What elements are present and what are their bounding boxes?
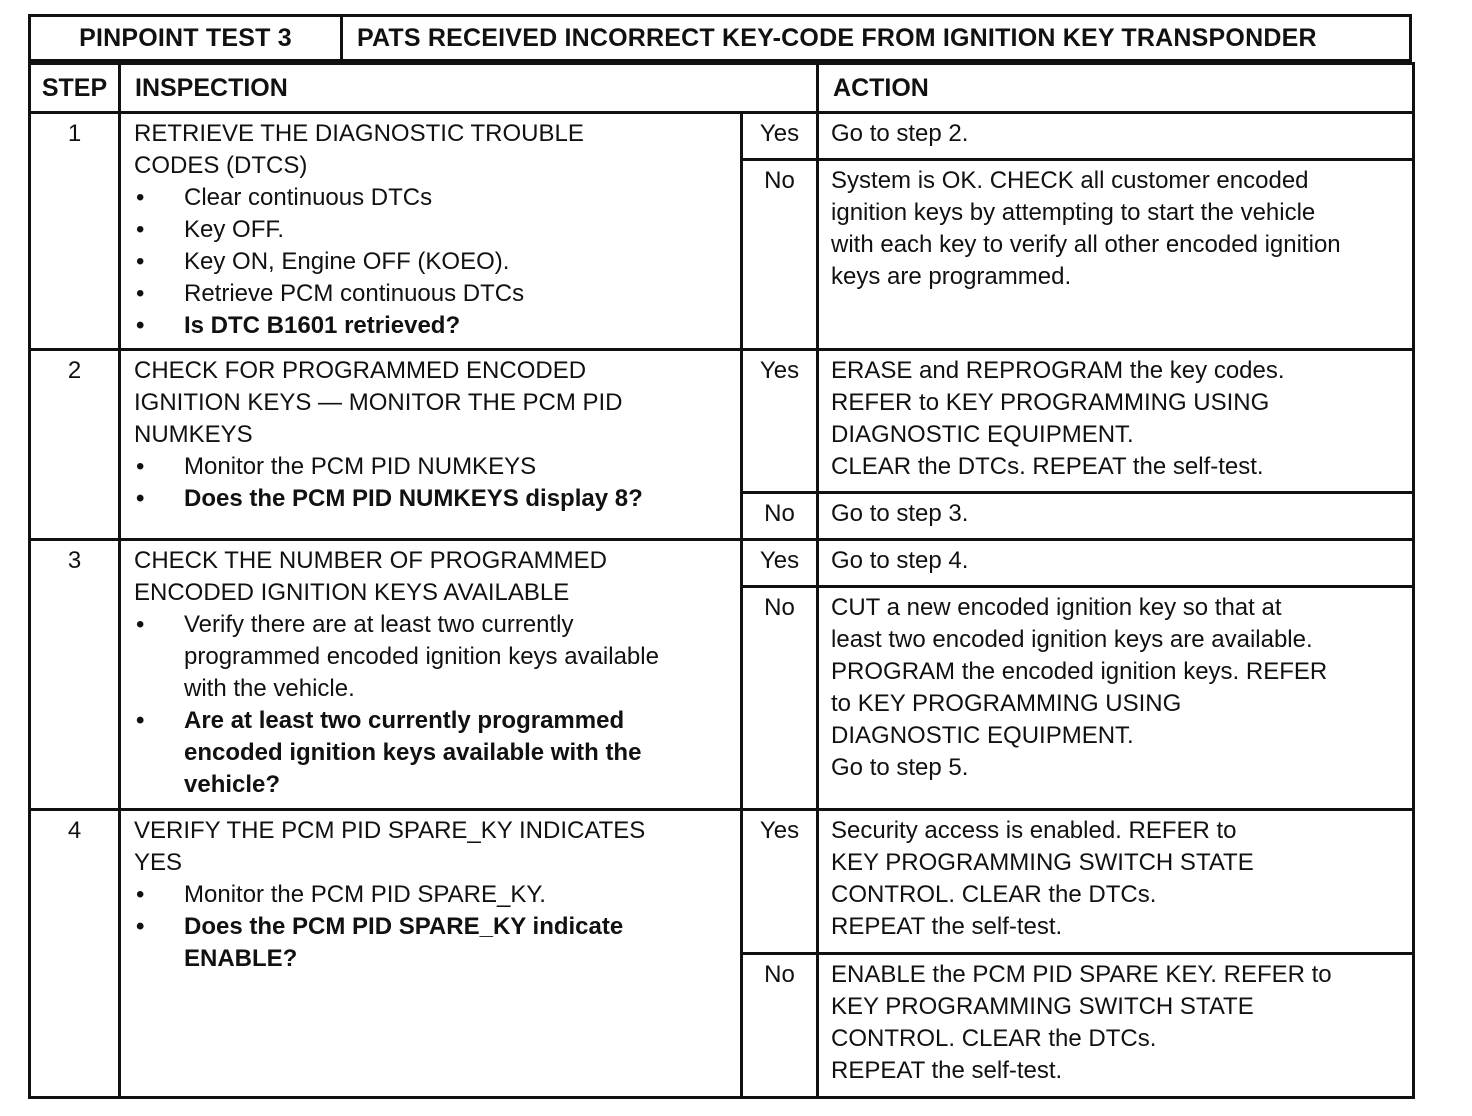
- no-label: No: [742, 160, 818, 350]
- step-number: 1: [30, 113, 120, 350]
- no-label: No: [742, 954, 818, 1098]
- inspection-question: • Does the PCM PID NUMKEYS display 8?: [136, 485, 643, 512]
- inspection-heading-line: VERIFY THE PCM PID SPARE_KY INDICATES: [134, 817, 646, 844]
- inspection-heading-line: IGNITION KEYS — MONITOR THE PCM PID: [134, 389, 623, 416]
- column-header-action: ACTION: [818, 64, 1414, 113]
- inspection-bullet: • Clear continuous DTCs: [136, 184, 433, 211]
- no-action: ENABLE the PCM PID SPARE KEY. REFER to KEY PROGRAMMING SWITCH STATE CONTROL. CLEAR the DTCs. REPEAT the self-test.: [818, 954, 1414, 1098]
- inspection-heading-line: NUMKEYS: [134, 421, 253, 448]
- inspection-heading-line: CHECK THE NUMBER OF PROGRAMMED: [134, 547, 607, 574]
- test-id: PINPOINT TEST 3: [31, 17, 343, 59]
- inspection-bullet: • Retrieve PCM continuous DTCs: [136, 280, 525, 307]
- inspection-bullet: • Monitor the PCM PID NUMKEYS: [136, 453, 537, 480]
- step-4-yes-row: [30, 810, 1414, 954]
- inspection-heading-line: ENCODED IGNITION KEYS AVAILABLE: [134, 579, 570, 606]
- step-1-yes-row: [30, 113, 1414, 160]
- step-number: 2: [30, 350, 120, 540]
- yes-action: Go to step 2.: [818, 113, 1414, 160]
- pinpoint-test-sheet: [28, 14, 1412, 1099]
- yes-label: Yes: [742, 350, 818, 493]
- step-inspection: [120, 540, 742, 810]
- no-label: No: [742, 587, 818, 810]
- inspection-heading-line: CODES (DTCS): [134, 152, 308, 179]
- inspection-heading-line: RETRIEVE THE DIAGNOSTIC TROUBLE: [134, 120, 584, 147]
- inspection-heading-line: CHECK FOR PROGRAMMED ENCODED: [134, 357, 587, 384]
- no-label: No: [742, 493, 818, 540]
- column-header-step: STEP: [30, 64, 120, 113]
- inspection-bullet: • Key ON, Engine OFF (KOEO).: [136, 248, 510, 275]
- inspection-question: • Is DTC B1601 retrieved?: [136, 312, 461, 339]
- no-action: Go to step 3.: [818, 493, 1414, 540]
- column-header-inspection: INSPECTION: [120, 64, 818, 113]
- title-row: [28, 14, 1412, 62]
- no-action: System is OK. CHECK all customer encoded ignition keys by attempting to start the vehicle with each key to verify all other encoded ignition keys are programmed.: [818, 160, 1414, 350]
- step-3-yes-row: [30, 540, 1414, 587]
- yes-action: Security access is enabled. REFER to KEY PROGRAMMING SWITCH STATE CONTROL. CLEAR the DTCs. REPEAT the self-test.: [818, 810, 1414, 954]
- step-number: 3: [30, 540, 120, 810]
- test-title: PATS RECEIVED INCORRECT KEY-CODE FROM IGNITION KEY TRANSPONDER: [357, 23, 1317, 52]
- step-inspection: [120, 113, 742, 350]
- step-number: 4: [30, 810, 120, 1098]
- step-2-yes-row: [30, 350, 1414, 493]
- no-action: CUT a new encoded ignition key so that at least two encoded ignition keys are available. PROGRAM the encoded ignition keys. REFER to KEY PROGRAMMING USING DIAGNOSTIC EQUIPMENT. Go to step 5.: [818, 587, 1414, 810]
- yes-action: ERASE and REPROGRAM the key codes. REFER to KEY PROGRAMMING USING DIAGNOSTIC EQUIPMENT. CLEAR the DTCs. REPEAT the self-test.: [818, 350, 1414, 493]
- inspection-bullet: • Monitor the PCM PID SPARE_KY.: [136, 881, 546, 908]
- inspection-heading-line: YES: [134, 849, 183, 876]
- yes-label: Yes: [742, 810, 818, 954]
- yes-label: Yes: [742, 540, 818, 587]
- inspection-bullet: • Verify there are at least two currently programmed encoded ignition keys available with the vehicle.: [136, 611, 659, 702]
- procedure-table: [28, 62, 1415, 1099]
- inspection-bullet: • Key OFF.: [136, 216, 285, 243]
- step-inspection: [120, 350, 742, 540]
- inspection-question: • Are at least two currently programmed encoded ignition keys available with the vehicle?: [136, 707, 642, 798]
- column-header-row: [30, 64, 1414, 113]
- step-inspection: [120, 810, 742, 1098]
- inspection-question: • Does the PCM PID SPARE_KY indicate ENABLE?: [136, 913, 624, 972]
- yes-action: Go to step 4.: [818, 540, 1414, 587]
- yes-label: Yes: [742, 113, 818, 160]
